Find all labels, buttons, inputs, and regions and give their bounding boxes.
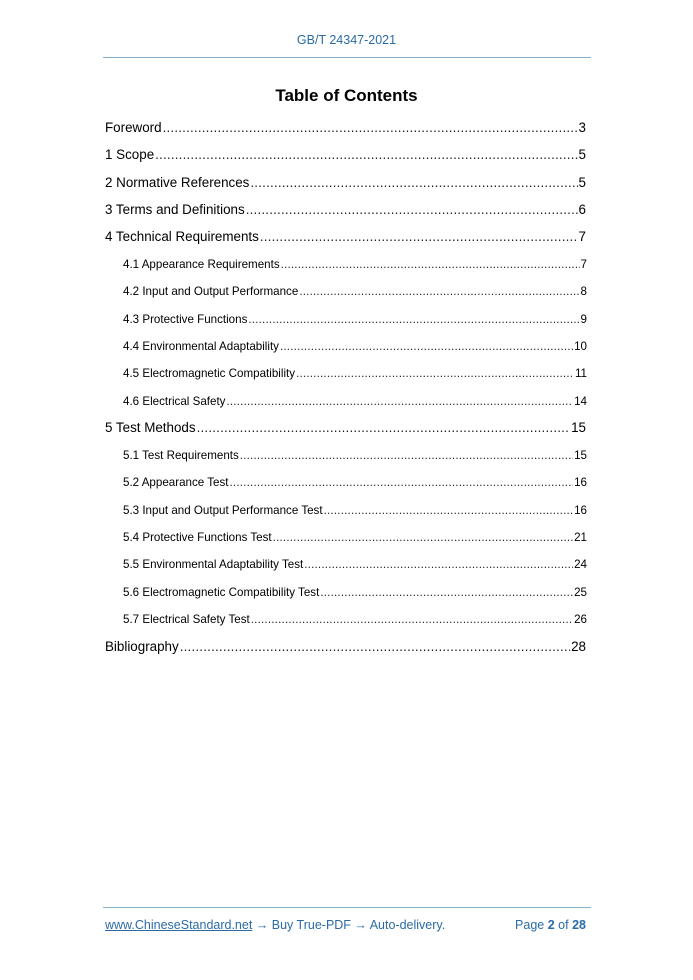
toc-entry-page: 5 — [578, 147, 586, 163]
toc-entry-label: 5.6 Electromagnetic Compatibility Test — [123, 585, 320, 599]
current-page-number: 2 — [547, 918, 555, 932]
toc-entry-label: 1 Scope — [105, 147, 155, 163]
toc-entry-label: 5.3 Input and Output Performance Test — [123, 503, 323, 517]
toc-dot-leader — [320, 586, 573, 599]
toc-entry[interactable] — [123, 558, 587, 574]
toc-dot-leader — [281, 258, 580, 271]
toc-entry-label: 4.3 Protective Functions — [123, 312, 248, 326]
toc-entry-label: Bibliography — [105, 638, 179, 654]
toc-entry-label: 4.2 Input and Output Performance — [123, 285, 299, 299]
toc-entry[interactable] — [105, 120, 586, 138]
toc-entry[interactable] — [123, 613, 587, 629]
toc-dot-leader — [273, 531, 573, 544]
toc-entry-page: 3 — [578, 120, 586, 135]
toc-entry[interactable] — [123, 449, 587, 465]
toc-entry-page: 11 — [574, 367, 587, 381]
document-code: GB/T 24347-2021 — [296, 33, 397, 47]
toc-entry-page: 24 — [574, 558, 587, 572]
footer-tagline: → Buy True-PDF → Auto-delivery. — [252, 918, 446, 932]
toc-dot-leader — [248, 313, 579, 326]
toc-entry-label: 5.4 Protective Functions Test — [123, 531, 272, 544]
toc-entry[interactable] — [123, 367, 587, 383]
toc-dot-leader — [246, 202, 578, 217]
toc-dot-leader — [240, 449, 573, 462]
toc-entry-label: 5.5 Environmental Adaptability Test — [123, 558, 304, 572]
toc-dot-leader — [155, 147, 577, 162]
toc-entry[interactable] — [123, 285, 587, 301]
toc-dot-leader — [226, 395, 573, 408]
toc-dot-leader — [180, 639, 570, 654]
toc-dot-leader — [299, 285, 579, 298]
toc-dot-leader — [197, 420, 571, 435]
toc-entry[interactable] — [123, 504, 587, 520]
toc-entry-page: 16 — [574, 476, 587, 490]
toc-entry-label: 2 Normative References — [105, 174, 250, 190]
toc-entry-label: 5.2 Appearance Test — [123, 476, 229, 490]
toc-entry[interactable] — [123, 586, 587, 602]
toc-entry-page: 8 — [580, 285, 587, 299]
toc-dot-leader — [304, 558, 573, 571]
toc-entry[interactable] — [123, 531, 587, 547]
toc-entry-page: 25 — [574, 585, 587, 599]
page-of-word: of — [558, 918, 569, 932]
toc-entry-label: 4.6 Electrical Safety — [123, 394, 226, 408]
toc-dot-leader — [230, 476, 574, 489]
toc-entry[interactable] — [123, 395, 587, 411]
page-indicator — [515, 918, 586, 932]
toc-entry[interactable] — [105, 175, 586, 193]
toc-entry-label: 4 Technical Requirements — [105, 229, 259, 245]
toc-entry-label: 4.5 Electromagnetic Compatibility — [123, 367, 296, 381]
toc-entry-page: 14 — [574, 394, 587, 408]
toc-title: Table of Contents — [275, 86, 418, 105]
footer-promo — [105, 918, 445, 932]
toc-entry[interactable] — [105, 202, 586, 220]
toc-entry-label: Foreword — [105, 120, 162, 135]
toc-dot-leader — [251, 613, 573, 626]
toc-entry-page: 15 — [574, 449, 587, 463]
toc-entry[interactable] — [123, 313, 587, 329]
toc-entry-label: 4.4 Environmental Adaptability — [123, 339, 279, 353]
toc-entry-page: 9 — [580, 312, 587, 326]
running-header — [0, 33, 693, 47]
toc-entry-page: 21 — [574, 531, 587, 544]
toc-dot-leader — [280, 340, 573, 353]
toc-entry[interactable] — [105, 639, 586, 657]
toc-entry[interactable] — [105, 229, 586, 247]
toc-entry-page: 6 — [578, 201, 586, 217]
total-pages-number: 28 — [572, 918, 586, 932]
toc-entry[interactable] — [123, 340, 587, 356]
website-link[interactable]: www.ChineseStandard.net — [105, 918, 253, 932]
footer-divider — [103, 907, 591, 908]
toc-dot-leader — [324, 504, 574, 517]
toc-entry-page: 28 — [571, 638, 586, 654]
page-footer — [105, 918, 586, 936]
toc-entry-page: 26 — [574, 612, 587, 626]
toc-entry[interactable] — [123, 476, 587, 492]
toc-entry[interactable] — [105, 147, 586, 165]
toc-dot-leader — [163, 120, 578, 135]
toc-entry-page: 5 — [578, 174, 586, 190]
toc-entry-page: 7 — [580, 258, 587, 271]
toc-entry-page: 15 — [571, 420, 586, 436]
toc-dot-leader — [250, 175, 577, 190]
toc-dot-leader — [296, 367, 574, 380]
toc-entry-label: 5.1 Test Requirements — [123, 449, 239, 463]
toc-entry-label: 3 Terms and Definitions — [105, 201, 245, 217]
toc-entry-page: 10 — [574, 339, 587, 353]
toc-entry[interactable] — [123, 258, 587, 274]
header-divider — [103, 57, 591, 58]
toc-dot-leader — [260, 229, 578, 244]
toc-entry-page: 7 — [578, 229, 586, 245]
toc-entry-label: 4.1 Appearance Requirements — [123, 258, 280, 271]
toc-entry-label: 5.7 Electrical Safety Test — [123, 612, 250, 626]
toc-entry-label: 5 Test Methods — [105, 420, 196, 436]
toc-entry[interactable] — [105, 420, 586, 438]
page-word: Page — [515, 918, 545, 932]
toc-entry-page: 16 — [574, 503, 587, 517]
